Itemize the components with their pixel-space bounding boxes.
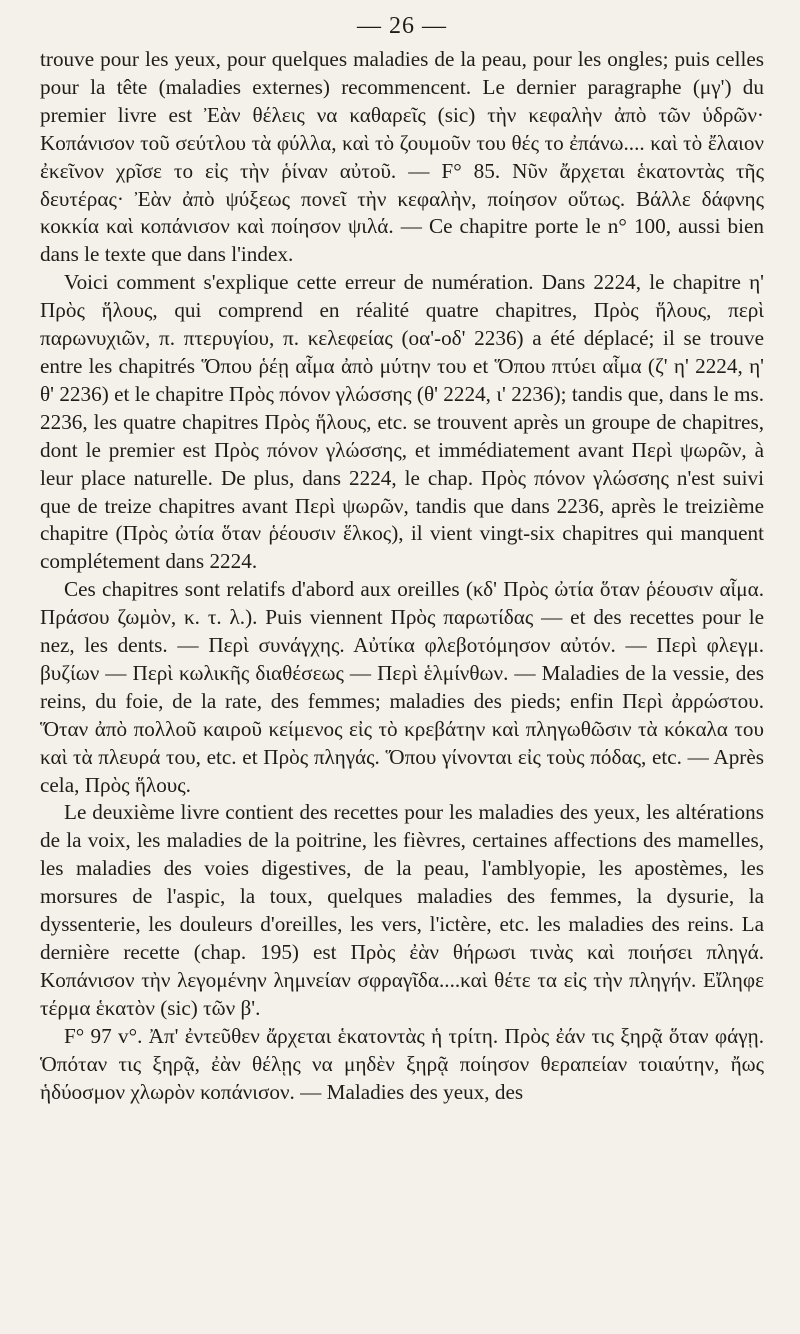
page-number-header: — 26 —	[357, 13, 447, 39]
paragraph-1: trouve pour les yeux, pour quelques maladies de la peau, pour les ongles; puis celles pour la tête (maladies externes) recommencent. Le dernier paragraphe (μγ') du premier livre est Ἐὰν θέλεις να καθαρεῖς (sic) τὴν κεφαλὴν ἀπὸ τῶν ὑδρῶν· Κοπάνισον τοῦ σεύτλου τὰ φύλλα, καὶ τὸ ζουμοῦν του θές το ἐπάνω.... καὶ τὸ ἔλαιον ἐκεῖνον χρῖσε το εἰς τὴν ῥίναν αὐτοῦ. — F° 85. Νῦν ἄρχεται ἑκατοντὰς τῆς δευτέρας· Ἐὰν ἀπὸ ψύξεως πονεῖ τὴν κεφαλὴν, ποίησον οὕτως. Βάλλε δάφνης κοκκία καὶ κοπάνισον καὶ ποίησον ψιλά. — Ce chapitre porte le n° 100, aussi bien dans le texte que dans l'index.	[40, 47, 764, 267]
page-body	[40, 46, 764, 1106]
paragraph-4: Le deuxième livre contient des recettes pour les maladies des yeux, les altérations de la voix, les maladies de la poitrine, les fièvres, certaines affections des mamelles, les maladies des voies digestives, de la peau, l'amblyopie, les apostèmes, les morsures de l'aspic, la toux, quelques maladies des femmes, la dysurie, la dyssenterie, les douleurs d'oreilles, les vers, l'ictère, etc. les maladies des reins. La dernière recette (chap. 195) est Πρὸς ἐὰν θήρωσι τινὰς καὶ ποιήσει πληγά. Κοπάνισον τὴν λεγομένην λημνείαν σφραγῖδα....καὶ θέτε τα εἰς τὴν πληγήν. Εἴληφε τέρμα ἑκατὸν (sic) τῶν β'.	[40, 800, 764, 1020]
paragraph-3: Ces chapitres sont relatifs d'abord aux oreilles (κδ' Πρὸς ὠτία ὅταν ῥέουσιν αἷμα. Πράσου ζωμὸν, κ. τ. λ.). Puis viennent Πρὸς παρωτίδας — et des recettes pour le nez, les dents. — Περὶ συνάγχης. Αὐτίκα φλεβοτόμησον αὐτόν. — Περὶ φλεγμ. βυζίων — Περὶ κωλικῆς διαθέσεως — Περὶ ἑλμίνθων. — Maladies de la vessie, des reins, du foie, de la rate, des femmes; maladies des pieds; enfin Περὶ ἀρρώστου. Ὅταν ἀπὸ πολλοῦ καιροῦ κείμενος εἰς τὸ κρεβάτην καὶ πληγωθῶσιν τὰ κόκαλα του καὶ τὰ πλευρά του, etc. et Πρὸς πληγάς. Ὅπου γίνονται εἰς τοὺς πόδας, etc. — Après cela, Πρὸς ἥλους.	[40, 577, 764, 797]
paragraph-2: Voici comment s'explique cette erreur de numération. Dans 2224, le chapitre η' Πρὸς ἥλους, qui comprend en réalité quatre chapitres, Πρὸς ἥλους, περὶ παρωνυχιῶν, π. πτερυγίου, π. κελεφείας (οα'-οδ' 2236) a été déplacé; il se trouve entre les chapitrés Ὅπου ῥέῃ αἷμα ἀπὸ μύτην του et Ὅπου πτύει αἷμα (ζ' η' 2224, η' θ' 2236) et le chapitre Πρὸς πόνον γλώσσης (θ' 2224, ι' 2236); tandis que, dans le ms. 2236, les quatre chapitres Πρὸς ἥλους, etc. se trouvent après un groupe de chapitres, dont le premier est Πρὸς πόνον γλώσσης, et immédiatement avant Περὶ ψωρῶν, à leur place naturelle. De plus, dans 2224, le chap. Πρὸς πόνον γλώσσης n'est suivi que de treize chapitres avant Περὶ ψωρῶν, tandis que dans 2236, après le treizième chapitre (Πρὸς ὠτία ὅταν ῥέουσιν ἕλκος), il vient vingt-six chapitres qui manquent complétement dans 2224.	[40, 270, 764, 574]
paragraph-5: F° 97 v°. Ἀπ' ἐντεῦθεν ἄρχεται ἑκατοντὰς ἡ τρίτη. Πρὸς ἐάν τις ξηρᾷ ὅταν φάγῃ. Ὁπόταν τις ξηρᾷ, ἐὰν θέλῃς να μηδὲν ξηρᾷ ποίησον θεραπείαν τοιαύτην, ἤως ἡδύοσμον χλωρὸν κοπάνισον. — Maladies des yeux, des	[40, 1023, 764, 1104]
